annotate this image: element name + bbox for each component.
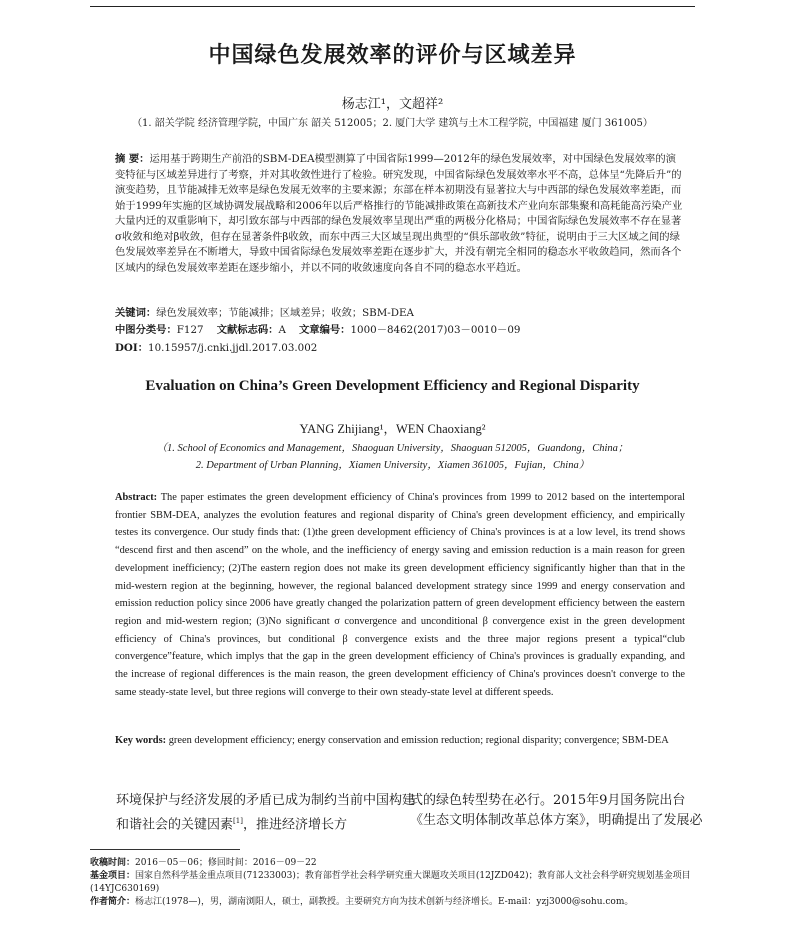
body-left-column [90,791,416,835]
doccode-value: A [278,324,286,336]
abstract-en-label: Abstract: [115,492,158,503]
received-label: 收稿时间： [90,858,136,868]
keywords-en [115,732,685,749]
articleno-value: 1000－8462(2017)03－0010－09 [350,324,521,336]
affiliation-en-2: 2. Department of Urban Planning，Xiamen University，Xiamen 361005，Fujian，China） [195,460,590,471]
body-left-text-end: ，推进经济增长方 [242,817,347,833]
abstract-cn-text: 运用基于跨期生产前沿的SBM-DEA模型测算了中国省际1999—2012年的绿色发展效率，对中国绿色发展效率的演变特征与区域差异进行了考察，并对其收敛性进行了检验。研究发现，中国省际绿色发展效率水平不高，总体呈“先降后升”的演变趋势，且节能减排无效率是绿色发展无效率的主要来源；东部在样本初期没有显著拉大与中西部的绿色发展效率差距，而始于1999年实施的区域协调发展战略和2006年以后严格推行的节能减排政策在高新技术产业向东部集聚和高耗能高污染产业大量内迁的双重影响下，却引致东部与中西部的绿色发展效率呈现出严重的两极分化格局；中国省际绿色发展效率不存在显著σ收敛和绝对β收敛，但存在显著条件β收敛，而东中西三大区域呈现出典型的“俱乐部收敛”特征，说明由于三大区域之间的绿色发展效率差异在不断增大，导致中国省际绿色发展效率差距在逐步扩大，并没有朝完全相同的稳态水平收敛趋同，然而各个区域内的绿色发展效率差距在逐步缩小，并以不同的收敛速度向各自不同的稳态水平趋近。 [115,153,683,274]
abstract-cn-label: 摘 要： [115,153,150,165]
title-cn: 中国绿色发展效率的评价与区域差异 [208,43,577,68]
fund-label: 基金项目： [90,871,136,881]
author-value: 杨志江(1978—)，男，湖南浏阳人，硕士，副教授。主要研究方向为技术创新与经济增长。E-mail：yzj3000@sohu.com。 [135,897,634,907]
keywords-en-label: Key words: [115,735,167,746]
abstract-cn [115,152,685,276]
doi-label: DOI： [115,342,149,354]
articleno-label: 文章编号： [299,324,351,336]
doi-line [115,341,685,357]
title-en: Evaluation on China’s Green Development Efficiency and Regional Disparity [145,378,640,394]
footnote-fund [90,870,705,896]
received-value: 2016－05－06；修回时间：2016－09－22 [135,858,317,868]
keywords-en-text: green development efficiency; energy conservation and emission reduction; regional disparity; convergence; SBM-DEA [168,735,669,746]
affiliation-cn: （1. 韶关学院 经济管理学院，中国广东 韶关 512005；2. 厦门大学 建筑与土木工程学院，中国福建 厦门 361005） [132,118,653,129]
citation-1[interactable]: [1] [233,817,243,825]
authors-cn: 杨志江¹，文超祥² [341,97,444,112]
classification-line [115,323,685,339]
doccode-label: 文献标志码： [216,324,279,336]
keywords-cn [115,306,685,322]
clc-value: F127 [176,324,204,336]
abstract-en [115,489,685,701]
keywords-cn-label: 关键词： [115,307,157,319]
body-left-text: 环境保护与经济发展的矛盾已成为制约当前中国构建和谐社会的关键因素 [116,793,416,833]
affiliation-en-1: （1. School of Economics and Management，Shaoguan University，Shaoguan 512005，Guandong，China； [156,443,629,454]
footnote-author [90,896,705,909]
fund-value: 国家自然科学基金重点项目(71233003)；教育部哲学社会科学研究重大课题攻关项目(12JZD042)；教育部人文社会科学研究规划基金项目(14YJC630169) [90,871,691,894]
clc-label: 中图分类号： [115,324,177,336]
body-right-column: 式的绿色转型势在必行。2015年9月国务院出台《生态文明体制改革总体方案》，明确提出了发展必 [410,793,703,828]
keywords-cn-text: 绿色发展效率；节能减排；区域差异；收敛；SBM-DEA [156,307,414,319]
header-rule [90,6,695,7]
footnote-rule [90,849,240,850]
doi-value: 10.15957/j.cnki.jjdl.2017.03.002 [148,342,318,354]
author-label: 作者简介： [90,897,136,907]
footnote-received [90,857,705,870]
authors-en: YANG Zhijiang¹，WEN Chaoxiang² [299,422,486,436]
abstract-en-text: The paper estimates the green development efficiency of China's provinces from 1999 to 2012 based on the intertemporal frontier SBM-DEA, analyzes the evolution features and regional disparity of China's green development efficiency, and empirically testes its convergence. Our study finds that: (1)the green development efficiency of China's provinces is at a low level, its trend shows “descend first and then ascend” on the whole, and the inefficiency of energy saving and emission reduction is a main reason for green development inefficiency; (2)The eastern region does not make its green development efficiency significantly higher than that in the mid-western region at the beginning, however, the regional balanced development strategy since 1999 and energy conservation and emission reduction policy since 2006 have greatly changed the polarization pattern of green development efficiency between the eastern region and mid-western region; (3)No significant σ convergence and unconditional β convergence exist in the green development efficiency of China's provinces, but conditional β convergence exists and the three major regions present a typical“club convergence”feature, which implys that the gap in the green development efficiency of China's provinces is gradually expanding, and the increase of regional differences is the main reason, the green development efficiency of China's provinces doesn't converge to the same steady-state level, but three regions will converge to their own steady-state level at different speeds. [115,492,685,698]
